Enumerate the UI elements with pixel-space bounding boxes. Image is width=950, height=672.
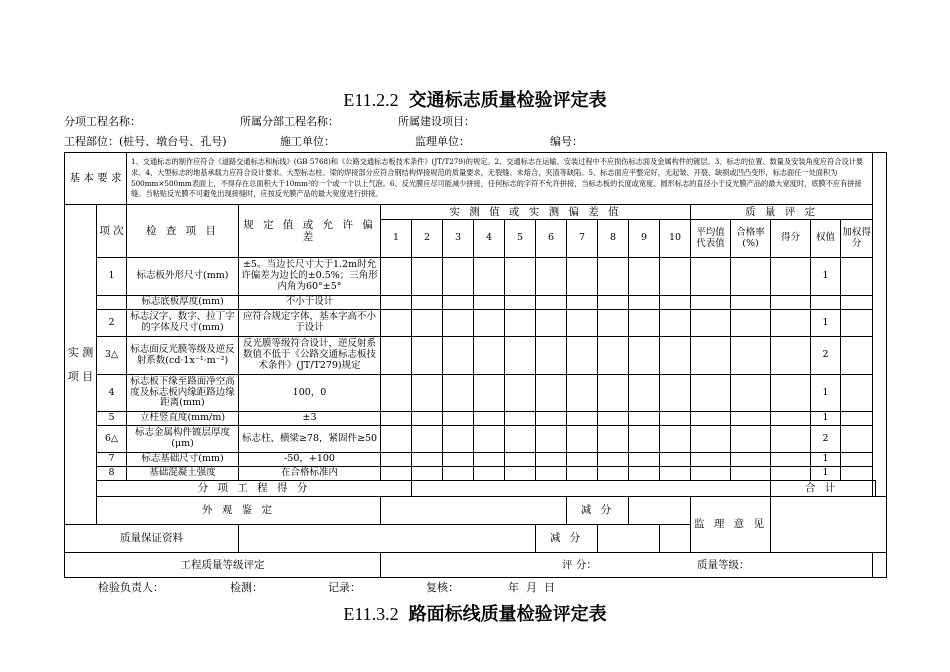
sub-score-label: 分 项 工 程 得 分: [97, 481, 412, 497]
measure-num-4: 4: [474, 220, 505, 258]
row-no: 3△: [97, 337, 127, 375]
basic-requirements-label: 基 本 要 求: [65, 153, 127, 205]
table-row: [65, 426, 887, 453]
row-item: 基础混凝土强度: [127, 467, 239, 481]
table-row: [65, 296, 887, 310]
appearance-deduct-label: 减 分: [567, 497, 629, 525]
col-wscore-header: 加权得分: [841, 220, 873, 258]
quality-docs-label: 质量保证资料: [65, 525, 239, 553]
row-spec: ±5。当边长尺寸大于1.2m时允许偏差为边长的±0.5%；三角形内角为60°±5°: [239, 258, 381, 296]
form-title-text: 交通标志质量检验评定表: [408, 90, 607, 111]
parent-project-label: 所属分部工程名称：: [240, 115, 339, 128]
rating-label: 评 分：: [562, 558, 597, 571]
construction-project-label: 所属建设项目：: [398, 115, 475, 128]
col-score-header: 得分: [771, 220, 811, 258]
col-item-header: 检 查 项 目: [127, 205, 239, 258]
row-item: 标志板外形尺寸(mm): [127, 258, 239, 296]
appearance-label: 外 观 鉴 定: [97, 497, 381, 525]
table-row: [65, 337, 887, 375]
date-label: 年 月 日: [508, 581, 555, 594]
supervisor-label: 监理单位：: [415, 135, 470, 148]
measure-num-10: 10: [660, 220, 691, 258]
row-no: 7: [97, 453, 127, 467]
row-item: 标志板下缘至路面净空高度及标志板内缘距路边缘距离(mm): [127, 375, 239, 412]
row-no: 4: [97, 375, 127, 412]
basic-requirements-text: 1、交通标志的制作应符合《道路交通标志和标线》(GB 5768)和《公路交通标志板技术条件》(JT/T279)的规定。2、交通标志在运输、安装过程中不应损伤标志面及金属构件的镀层。3、标志的位置、数量及安装角度应符合设计要求。4、大型标志的地基承载力应符合设计要求。大型标志柱、梁的焊接部分应符合钢结构焊接规范的质量要求，无裂缝、未熔合，夹渣等缺陷。5、标志面应平整完好，无起皱、开裂、缺损或凹凸变形，标志面任一处面积为500mm×500mm表面上，不得存在总面积大于10mm²的一个或一个以上气泡。6、反光膜应尽可能减少拼接，任何标志的字符不允许拼接，当标志板的长度或宽度、圆形标志的直径小于反光膜产品的最大宽度时，底膜不应有拼接缝。当粘贴反光膜不可避免出现接缝时，应按反光膜产品的最大宽度进行拼接。: [127, 153, 873, 205]
col-measure-header: 实 测 值 或 实 测 偏 差 值: [381, 205, 691, 220]
docs-deduct-label: 减 分: [536, 525, 598, 553]
row-weight: [811, 296, 841, 310]
measure-num-6: 6: [536, 220, 567, 258]
row-weight: 2: [811, 337, 841, 375]
col-weight-header: 权值: [811, 220, 841, 258]
row-weight: 1: [811, 467, 841, 481]
row-no: 5: [97, 412, 127, 426]
row-item: 标志基础尺寸(mm): [127, 453, 239, 467]
inspection-table: [64, 152, 887, 578]
measure-num-8: 8: [598, 220, 629, 258]
number-label: 编号：: [550, 135, 583, 148]
row-spec: 应符合规定字体，基本字高不小于设计: [239, 310, 381, 337]
row-no: 1: [97, 258, 127, 296]
next-form-code: E11.3.2: [343, 604, 399, 624]
row-weight: 1: [811, 412, 841, 426]
row-item: 标志面反光膜等级及逆反射系数(cd·1x⁻¹·m⁻²): [127, 337, 239, 375]
row-no: [97, 296, 127, 310]
col-pass-header: 合格率(%): [731, 220, 771, 258]
next-form-title: [0, 600, 950, 626]
table-row: [65, 453, 887, 467]
inspector-label: 检验负责人：: [98, 581, 164, 594]
col-spec-header: 规 定 值 或 允 许 偏 差: [239, 205, 381, 258]
row-item: 标志底板厚度(mm): [127, 296, 239, 310]
measure-num-9: 9: [629, 220, 660, 258]
col-quality-header: 质 量 评 定: [691, 205, 873, 220]
table-row: [65, 375, 887, 412]
sub-project-label: 分项工程名称：: [64, 115, 141, 128]
signature-line: [98, 579, 555, 595]
row-weight: 1: [811, 310, 841, 337]
row-spec: 反光膜等级符合设计，逆反射系数值不低于《公路交通标志板技术条件》(JT/T279)规定: [239, 337, 381, 375]
table-row: [65, 412, 887, 426]
row-weight: 1: [811, 258, 841, 296]
contractor-label: 施工单位：: [280, 135, 335, 148]
reviewer-label: 复核：: [426, 581, 459, 594]
measure-num-2: 2: [412, 220, 443, 258]
row-weight: 2: [811, 426, 841, 453]
table-row: [65, 467, 887, 481]
measure-num-1: 1: [381, 220, 412, 258]
supervision-label: 监 理 意 见: [691, 497, 771, 553]
measure-num-3: 3: [443, 220, 474, 258]
table-row: [65, 258, 887, 296]
row-spec: ±3: [239, 412, 381, 426]
recorder-label: 记录：: [328, 581, 361, 594]
quality-grade-label: 质量等级：: [697, 558, 750, 571]
row-item: 标志金属构件镀层厚度(μm): [127, 426, 239, 453]
table-row: [65, 310, 887, 337]
row-spec: -50，+100: [239, 453, 381, 467]
row-weight: 1: [811, 375, 841, 412]
form-title: [0, 86, 950, 112]
col-no-header: 项 次: [97, 205, 127, 258]
form-code: E11.2.2: [343, 90, 399, 110]
row-spec: 在合格标准内: [239, 467, 381, 481]
next-form-title-text: 路面标线质量检验评定表: [408, 604, 607, 625]
col-avg-header: 平均值代表值: [691, 220, 731, 258]
row-no: 8: [97, 467, 127, 481]
total-label: 合 计: [771, 481, 873, 497]
row-spec: 100，0: [239, 375, 381, 412]
measure-num-7: 7: [567, 220, 598, 258]
location-label: 工程部位：(桩号、墩台号、孔号): [64, 135, 227, 148]
measure-num-5: 5: [505, 220, 536, 258]
tester-label: 检测：: [230, 581, 263, 594]
measured-items-label: 实 测 项 目: [65, 205, 97, 525]
row-spec: 标志柱、横梁≥78，紧固件≥50: [239, 426, 381, 453]
row-item: 立柱竖直度(mm/m): [127, 412, 239, 426]
row-item: 标志汉字、数字、拉丁字的字体及尺寸(mm): [127, 310, 239, 337]
row-no: 6△: [97, 426, 127, 453]
row-spec: 不小于设计: [239, 296, 381, 310]
row-weight: 1: [811, 453, 841, 467]
grade-eval-label: 工程质量等级评定: [65, 553, 381, 578]
row-no: 2: [97, 310, 127, 337]
